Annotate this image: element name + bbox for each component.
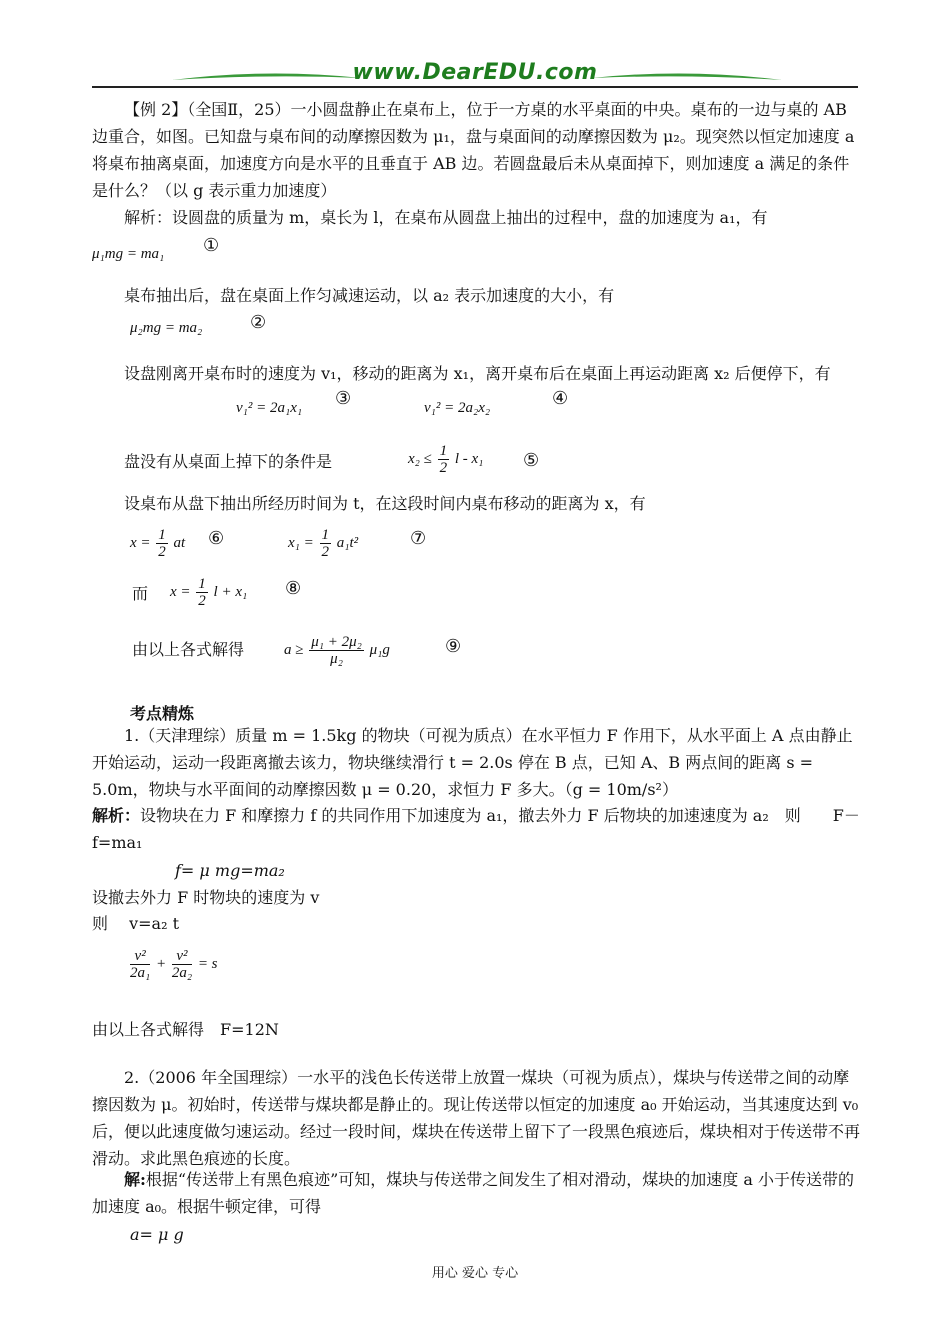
eq7-denominator: 2 [321,544,329,560]
a1e-rhs: = s [197,955,218,972]
eq7-rhs: a₁t² [336,534,359,551]
eq6-numerator: 1 [158,527,166,543]
answer-1-line-c: 设撤去外力 F 时物块的速度为 v [92,888,320,907]
eq9-lhs: a ≥ [284,641,304,658]
eq9-denominator: μ₂ [330,651,343,667]
equation-1: μ₁mg = ma₁ [92,246,165,262]
answer-2-text: 根据“传送带上有黑色痕迹”可知，煤块与传送带之间发生了相对滑动，煤块的加速度 a 小于传送带的加速度 a₀。根据牛顿定律，可得 [92,1170,854,1216]
page-footer: 用心 爱心 专心 [431,1266,519,1281]
a1e-denominator-2: 2a₂ [171,965,193,981]
answer-1 [92,802,862,856]
eq-number-4: ④ [552,388,569,409]
answer-1-text: 设物块在力 F 和摩擦力 f 的共同作用下加速度为 a₁，撤去外力 F 后物块的加速速度为 a₂ 则 F－f=ma₁ [92,806,860,852]
time-text: 设桌布从盘下抽出所经历时间为 t，在这段时间内桌布移动的距离为 x，有 [124,494,646,513]
analysis-intro: 解析：设圆盘的质量为 m，桌长为 l，在桌布从圆盘上抽出的过程中，盘的加速度为 a₁，有 [124,208,768,227]
equation-3: v₁² = 2a₁x₁ [236,400,303,416]
example-statement: 【例 2】（全国Ⅱ，25）一小圆盘静止在桌布上，位于一方桌的水平桌面的中央。桌布的一边与桌的 AB 边重合，如图。已知盘与桌布间的动摩擦因数为 μ₁，盘与桌面间的动摩擦因数为 μ₂。现突然以恒定加速度 a 将桌布抽离桌面，加速度方向是水平的且垂直于 AB 边。若圆盘最后未从桌面掉下，则加速度 a 满足的条件是什么？（以 g 表示重力加速度） [92,100,855,200]
page-header [92,60,858,90]
eq8-fraction [196,576,208,609]
equation-4: v₁² = 2a₂x₂ [424,400,491,416]
eq9-fraction [309,634,364,667]
eq7-fraction [320,527,332,560]
eq5-fraction [438,443,450,476]
equation-8 [170,576,247,609]
section-title: 考点精炼 [130,704,195,723]
eq5-lhs: x₂ ≤ [408,450,432,467]
a1e-fraction-1 [130,948,150,981]
answer-1-eq-b: f= μ mg=ma₂ [175,861,285,880]
eq6-fraction [156,527,168,560]
question-2: 2.（2006 年全国理综）一水平的浅色长传送带上放置一煤块（可视为质点），煤块与传送带之间的动摩擦因数为 μ。初始时，传送带与煤块都是静止的。现让传送带以恒定的加速度 a₀ 开始运动，当其速度达到 v₀ 后，便以此速度做匀速运动。经过一段时间，煤块在传送带上留下了一段黑色痕迹后，煤块相对于传送带不再滑动。求此黑色痕迹的长度。 [92,1068,861,1168]
answer-1-line-d: 则 v=a₂ t [92,914,180,933]
question-1: 1.（天津理综）质量 m = 1.5kg 的物块（可视为质点）在水平恒力 F 作用下，从水平面上 A 点由静止开始运动，运动一段距离撤去该力，物块继续滑行 t = 2.0s 停在 B 点，已知 A、B 两点间的距离 s = 5.0m，物块与水平面间的动摩擦因数 μ = 0.20，求恒力 F 多大。（g = 10m/s²） [92,726,853,799]
eq7-lhs: x₁ = [288,534,314,551]
eq8-numerator: 1 [198,576,206,592]
answer-2-label: 解: [124,1170,146,1189]
equation-6 [130,527,185,560]
answer-1-equation [128,948,218,981]
a1e-numerator-2: v² [172,948,192,965]
eq5-rhs: l - x₁ [454,450,484,467]
a1e-fraction-2 [172,948,192,981]
eq-number-5: ⑤ [523,450,540,471]
eq9-numerator: μ₁ + 2μ₂ [311,634,362,650]
eq5-numerator: 1 [439,443,448,459]
eq-number-2: ② [250,312,267,333]
site-logo-text: www.DearEDU.com [352,60,598,85]
eq6-rhs: at [173,534,186,551]
header-rule [92,86,858,88]
eq-number-1: ① [203,235,220,256]
answer-1-result: 由以上各式解得 F=12N [92,1020,279,1039]
eq9-rhs: μ₁g [369,641,390,658]
eq6-lhs: x = [130,534,151,551]
equation-9 [284,634,390,667]
answer-2 [92,1166,862,1220]
eq8-lhs: x = [170,583,191,600]
equation-5 [408,443,483,476]
eq-number-6: ⑥ [208,528,225,549]
eq8-rhs: l + x₁ [213,583,248,600]
eq-number-8: ⑧ [285,578,302,599]
velocity-text: 设盘刚离开桌布时的速度为 v₁，移动的距离为 x₁，离开桌布后在桌面上再运动距离 x₂ 后便停下，有 [124,364,831,383]
equation-7 [288,527,358,560]
decel-text: 桌布抽出后，盘在桌面上作匀减速运动，以 a₂ 表示加速度的大小，有 [124,286,615,305]
a1e-numerator-1: v² [130,948,150,965]
and-word: 而 [132,584,149,603]
answer-1-label: 解析： [92,806,141,825]
eq5-denominator: 2 [439,460,448,476]
a1e-denominator-1: 2a₁ [130,965,151,981]
solve-text: 由以上各式解得 [132,640,245,659]
eq7-numerator: 1 [321,527,329,543]
equation-2: μ₂mg = ma₂ [130,320,203,336]
answer-2-eq: a= μ g [130,1225,184,1244]
eq-number-3: ③ [335,388,352,409]
eq-number-7: ⑦ [410,528,427,549]
eq8-denominator: 2 [198,593,206,609]
a1e-plus: + [155,955,167,972]
eq6-denominator: 2 [158,544,166,560]
condition-text: 盘没有从桌面上掉下的条件是 [124,452,333,471]
eq-number-9: ⑨ [445,636,462,657]
